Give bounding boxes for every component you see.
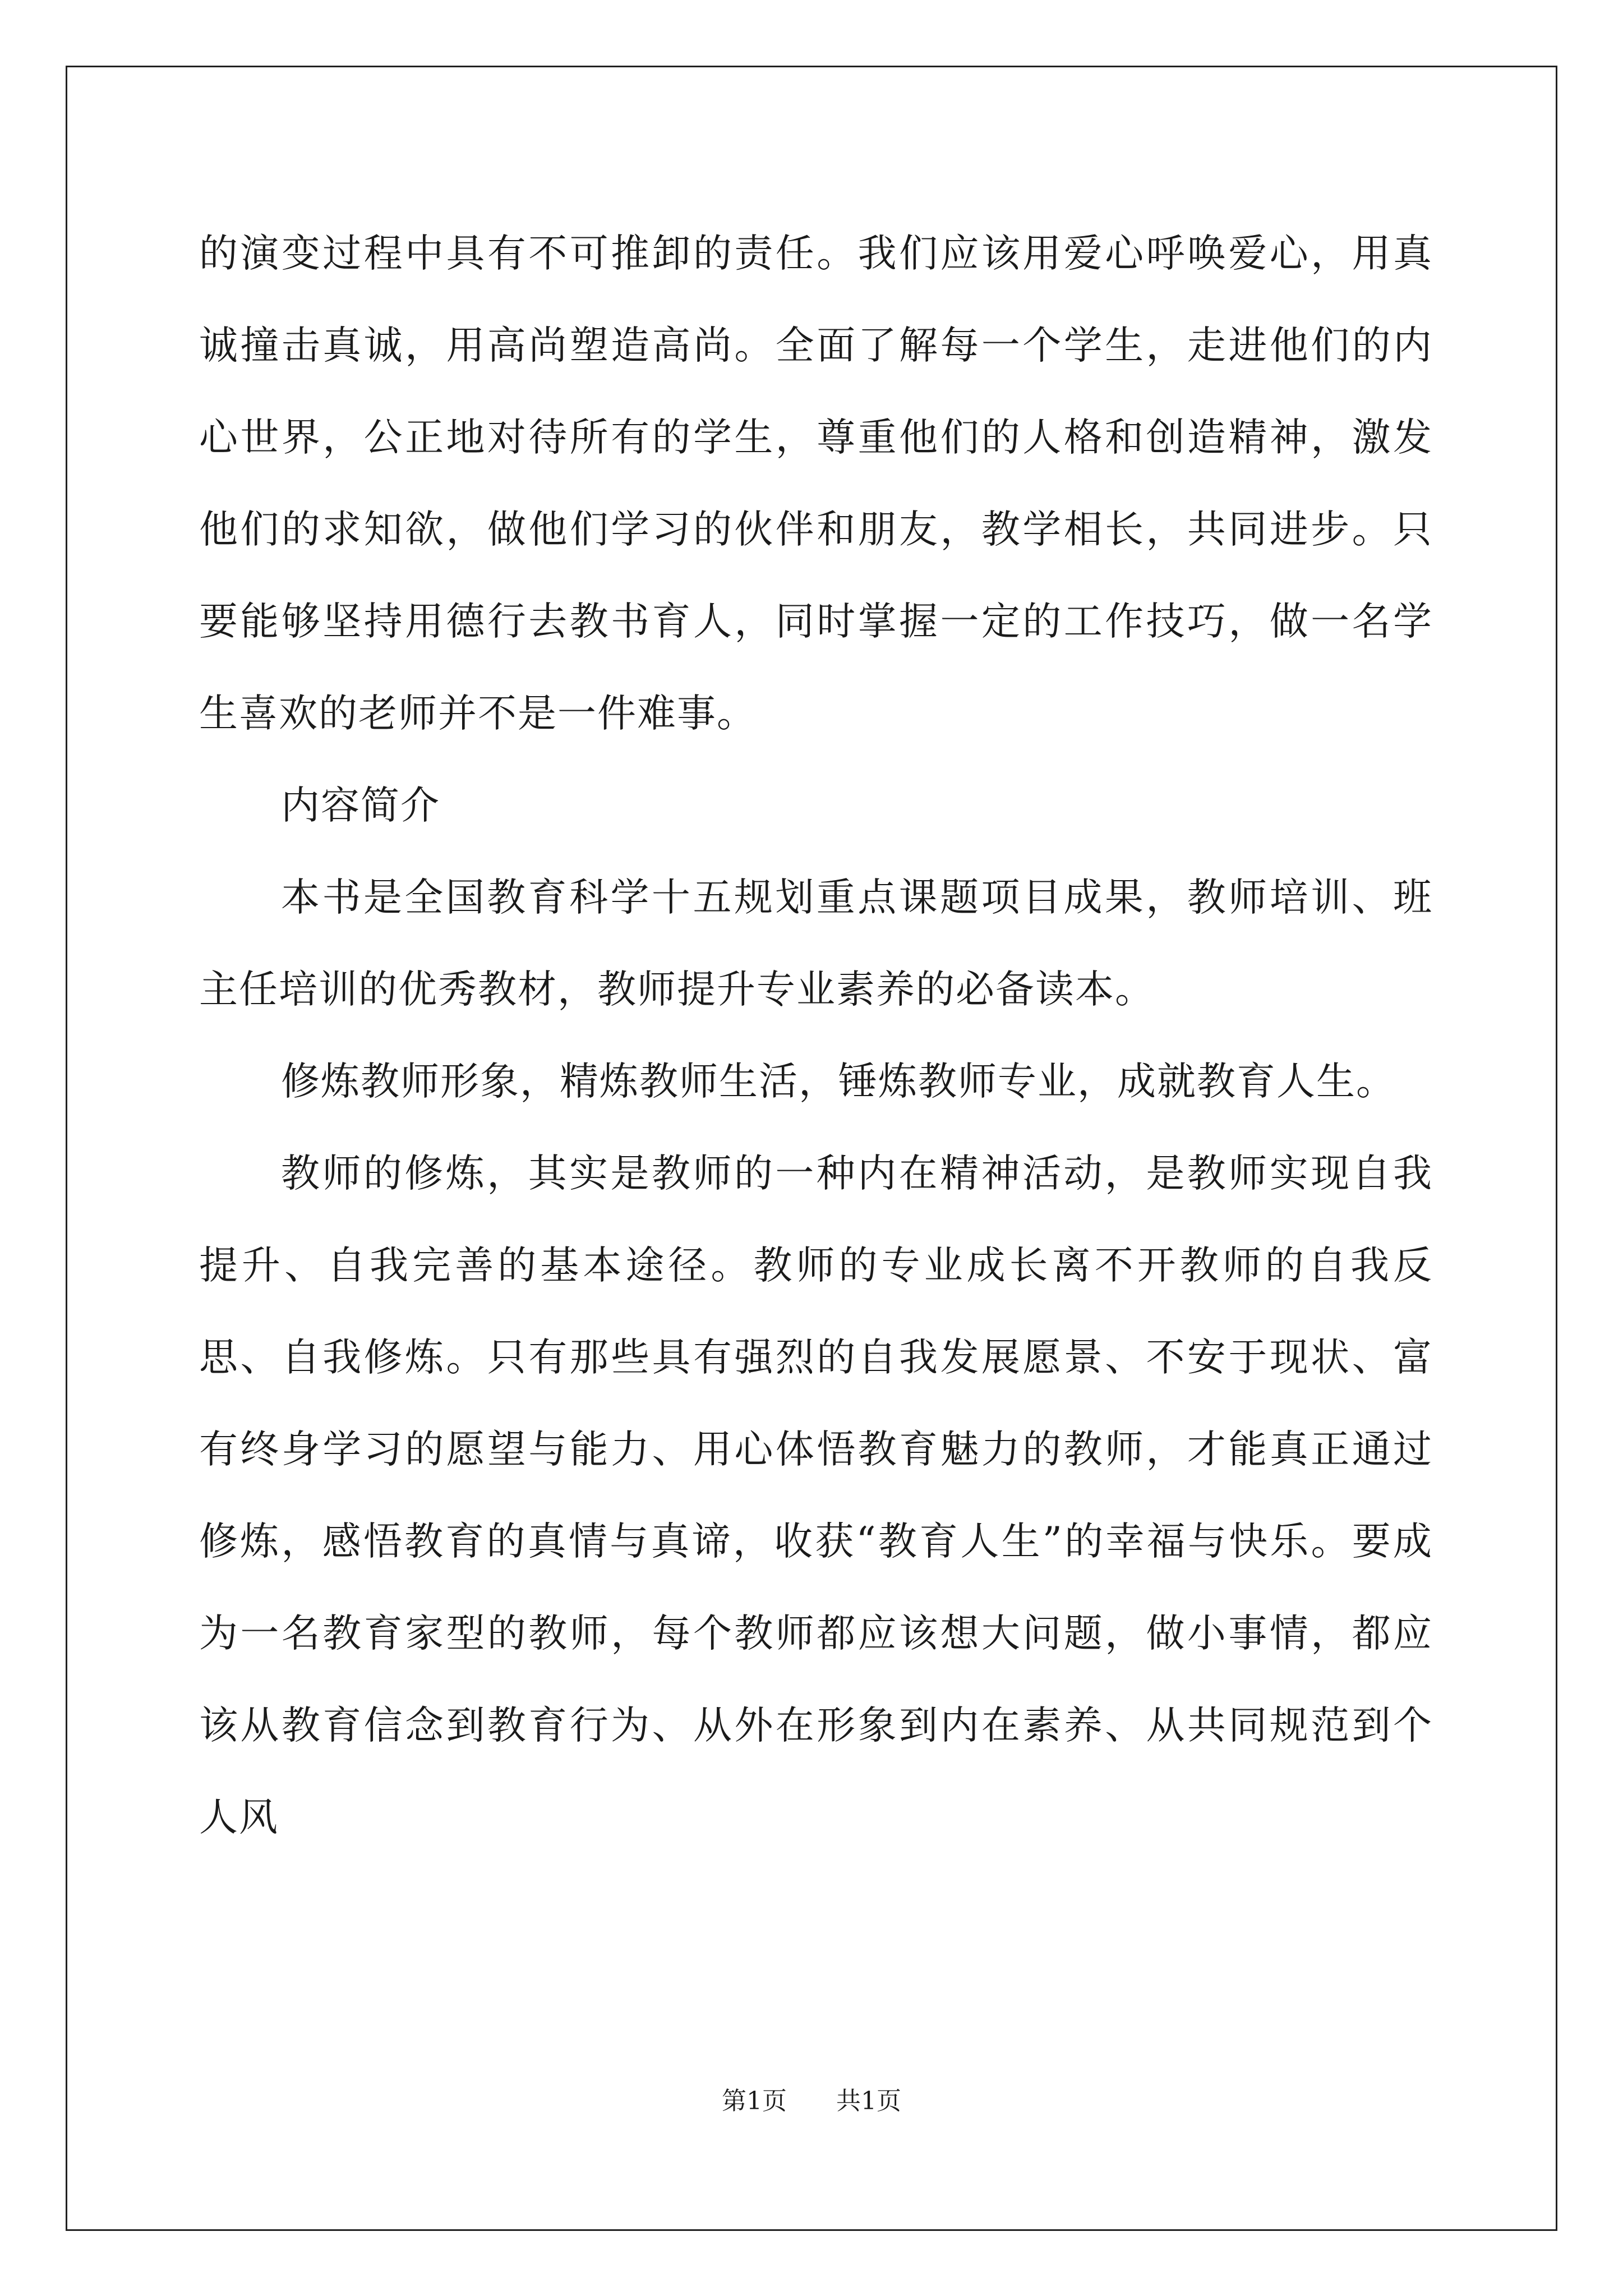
section-heading: 内容简介 (281, 783, 440, 828)
paragraph-teacher-cultivation: 教师的修炼，其实是教师的一种内在精神活动，是教师实现自我提升、自我完善的基本途径。教师的专业成长离不开教师的自我反思、自我修炼。只有那些具有强烈的自我发展愿景、不安于现状、富有终身学习的愿望与能力、用心体悟教育魅力的教师，才能真正通过修炼，感悟教育的真情与真谛，收获“教育人生”的幸福与快乐。要成为一名教育家型的教师，每个教师都应该想大问题，做小事情，都应该从教育信念到教育行为、从外在形象到内在素养、从共同规范到个人风 (199, 1151, 1433, 1840)
paragraph-continuation: 的演变过程中具有不可推卸的责任。我们应该用爱心呼唤爱心，用真诚撞击真诚，用高尚塑造高尚。全面了解每一个学生，走进他们的内心世界，公正地对待所有的学生，尊重他们的人格和创造精神，激发他们的求知欲，做他们学习的伙伴和朋友，教学相长，共同进步。只要能够坚持用德行去教书育人，同时掌握一定的工作技巧，做一名学生喜欢的老师并不是一件难事。 (199, 231, 1433, 736)
paragraph-book-intro: 本书是全国教育科学十五规划重点课题项目成果，教师培训、班主任培训的优秀教材，教师提升专业素养的必备读本。 (199, 875, 1433, 1012)
page-footer (0, 2085, 1623, 2118)
page-total: 共1页 (836, 2087, 901, 2115)
paragraph-slogan: 修炼教师形象，精炼教师生活，锤炼教师专业，成就教育人生。 (281, 1059, 1396, 1104)
document-body (199, 208, 1433, 1864)
page-number: 第1页 (722, 2087, 787, 2115)
